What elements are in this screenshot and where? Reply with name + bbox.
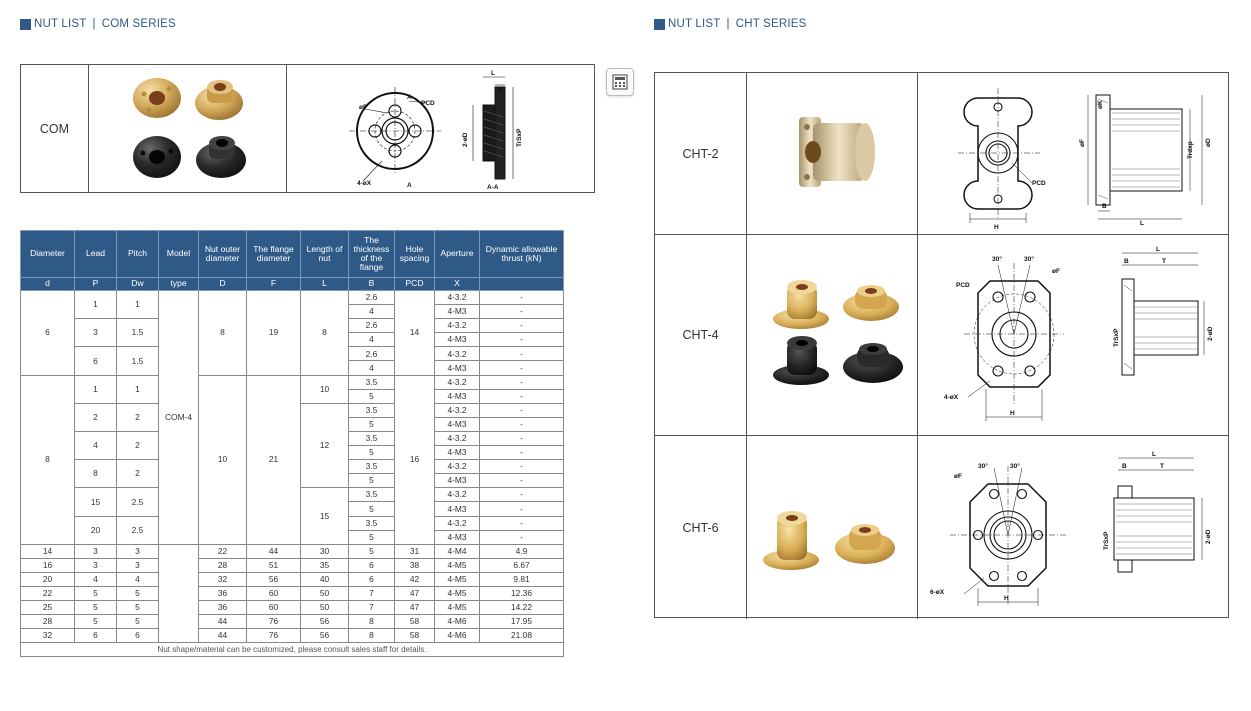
table-cell: 3 xyxy=(75,544,117,558)
dim-H: H xyxy=(1004,595,1009,602)
table-cell: 5 xyxy=(349,544,395,558)
table-cell: 4-M5 xyxy=(435,572,480,586)
table-cell: 1 xyxy=(117,291,159,319)
table-cell: 22 xyxy=(21,586,75,600)
table-cell: 21 xyxy=(247,375,301,544)
table-cell: 2.6 xyxy=(349,347,395,361)
dim-2D: 2-øD xyxy=(1205,529,1212,544)
table-cell: - xyxy=(480,488,564,502)
dim-angle-right: 30° xyxy=(1024,256,1034,263)
brass-nut-front-image xyxy=(133,78,181,118)
table-cell: 9.81 xyxy=(480,572,564,586)
table-cell: 3 xyxy=(75,319,117,347)
table-row xyxy=(21,572,564,586)
table-cell: 4-3.2 xyxy=(435,347,480,361)
table-cell: 4-M4 xyxy=(435,544,480,558)
table-cell: 50 xyxy=(301,586,349,600)
table-cell: 42 xyxy=(395,572,435,586)
table-cell: 2.5 xyxy=(117,488,159,516)
cht-series-header xyxy=(654,18,807,30)
table-cell: 22 xyxy=(199,544,247,558)
dim-angle-left: 30° xyxy=(992,256,1002,263)
table-row xyxy=(21,586,564,600)
dim-L: L xyxy=(1140,220,1144,227)
dim-T: T xyxy=(1160,463,1164,470)
dim-angle-right: 30° xyxy=(1010,463,1020,470)
black-nut-front-image xyxy=(133,136,181,178)
table-cell: - xyxy=(480,446,564,460)
table-cell: 58 xyxy=(395,629,435,643)
table-cell: 5 xyxy=(349,417,395,431)
table-cell: - xyxy=(480,361,564,375)
cht-model-label: CHT-2 xyxy=(655,73,747,234)
table-cell: 44 xyxy=(199,629,247,643)
table-cell: - xyxy=(480,319,564,333)
header-square-icon xyxy=(654,19,665,30)
table-cell: 6 xyxy=(349,572,395,586)
table-cell: - xyxy=(480,403,564,417)
table-cell: 60 xyxy=(247,586,301,600)
table-cell: - xyxy=(480,516,564,530)
table-cell: 3.5 xyxy=(349,488,395,502)
table-cell: - xyxy=(480,333,564,347)
com-technical-drawing xyxy=(287,65,594,192)
dim-L: L xyxy=(1156,246,1160,253)
table-row xyxy=(21,544,564,558)
header-series-name: COM SERIES xyxy=(101,18,176,30)
table-cell: 4-3.2 xyxy=(435,516,480,530)
table-cell: 8 xyxy=(21,375,75,544)
table-cell: 60 xyxy=(247,601,301,615)
calculator-button[interactable] xyxy=(606,68,634,96)
table-row xyxy=(21,629,564,643)
cht-2-drawing xyxy=(918,73,1228,234)
dim-2D: 2-øD xyxy=(462,132,469,147)
table-cell: 51 xyxy=(247,558,301,572)
table-footer-note: Nut shape/material can be customized, please consult sales staff for details. xyxy=(21,643,564,657)
table-cell: 15 xyxy=(301,488,349,544)
dim-B: B xyxy=(1122,463,1127,470)
table-cell: 6 xyxy=(21,291,75,376)
cht-4-brass-nut-angled-image xyxy=(843,285,899,321)
table-cell: 4 xyxy=(349,305,395,319)
table-cell: 56 xyxy=(247,572,301,586)
table-cell: 4-M6 xyxy=(435,629,480,643)
table-cell: - xyxy=(480,305,564,319)
header-cell: The thickness of the flange xyxy=(349,231,395,278)
table-cell: 31 xyxy=(395,544,435,558)
calculator-icon xyxy=(612,74,628,90)
table-cell: 4-3.2 xyxy=(435,403,480,417)
table-cell: 8 xyxy=(75,460,117,488)
table-row xyxy=(21,558,564,572)
table-cell: 56 xyxy=(301,615,349,629)
table-cell: - xyxy=(480,375,564,389)
table-cell: 76 xyxy=(247,629,301,643)
table-cell: 3 xyxy=(75,558,117,572)
table-cell: 14 xyxy=(21,544,75,558)
symbol-cell: X xyxy=(435,278,480,291)
table-cell: 5 xyxy=(117,601,159,615)
table-cell: 1.5 xyxy=(117,319,159,347)
com-product-photo xyxy=(89,65,287,192)
table-cell: 12 xyxy=(301,403,349,488)
table-cell: 76 xyxy=(247,615,301,629)
table-cell: 20 xyxy=(21,572,75,586)
symbol-cell: Dw xyxy=(117,278,159,291)
dim-B: B xyxy=(1124,258,1129,265)
com-series-header xyxy=(20,18,176,30)
table-cell: 56 xyxy=(301,629,349,643)
table-cell: 2.6 xyxy=(349,291,395,305)
cht-row xyxy=(655,73,1228,235)
table-cell: 16 xyxy=(21,558,75,572)
table-cell: 4-M3 xyxy=(435,389,480,403)
dim-TrSxP: TrSxP xyxy=(1113,328,1120,347)
dim-Trdxp: Trdxp xyxy=(1187,141,1194,159)
table-cell: 2 xyxy=(117,431,159,459)
dim-PCD: PCD xyxy=(956,282,970,289)
dim-F: øF xyxy=(359,104,367,111)
table-cell: 28 xyxy=(199,558,247,572)
table-cell: 4-M3 xyxy=(435,530,480,544)
dim-L: L xyxy=(1152,451,1156,458)
dim-holes: 4-øX xyxy=(944,394,959,401)
com-label: COM xyxy=(21,65,89,192)
table-cell: 58 xyxy=(395,615,435,629)
symbol-cell: PCD xyxy=(395,278,435,291)
header-cell: Model xyxy=(159,231,199,278)
header-cell: Pitch xyxy=(117,231,159,278)
header-nut-list: NUT LIST xyxy=(34,18,87,30)
table-cell: 36 xyxy=(199,586,247,600)
header-series-name: CHT SERIES xyxy=(735,18,807,30)
table-cell: 5 xyxy=(349,446,395,460)
table-cell: 4-3.2 xyxy=(435,375,480,389)
header-cell: Length of nut xyxy=(301,231,349,278)
table-cell: 3.5 xyxy=(349,431,395,445)
table-cell: - xyxy=(480,417,564,431)
cht-2-photo xyxy=(747,73,918,234)
cht-row xyxy=(655,436,1228,619)
table-cell: - xyxy=(480,291,564,305)
table-cell: 1 xyxy=(117,375,159,403)
dim-H: H xyxy=(1010,410,1015,417)
header-cell: Hole spacing xyxy=(395,231,435,278)
table-cell: 47 xyxy=(395,601,435,615)
table-cell: 1 xyxy=(75,291,117,319)
table-cell: 14.22 xyxy=(480,601,564,615)
table-cell: 8 xyxy=(301,291,349,376)
cht-4-photo xyxy=(747,235,918,435)
table-cell: - xyxy=(480,474,564,488)
section-AA: A-A xyxy=(487,184,499,191)
table-cell: - xyxy=(480,389,564,403)
table-cell: 4-M5 xyxy=(435,601,480,615)
table-cell: 12.36 xyxy=(480,586,564,600)
symbol-cell: type xyxy=(159,278,199,291)
table-cell: 8 xyxy=(349,615,395,629)
black-nut-angled-image xyxy=(196,136,246,178)
table-cell: 25 xyxy=(21,601,75,615)
table-cell: 40 xyxy=(301,572,349,586)
dim-B: B xyxy=(1102,203,1107,210)
table-cell: 7 xyxy=(349,601,395,615)
table-cell: - xyxy=(480,431,564,445)
table-cell: 4-M5 xyxy=(435,558,480,572)
cht-6-brass-nut-angled-image xyxy=(835,524,895,564)
table-cell: 44 xyxy=(199,615,247,629)
symbol-cell: L xyxy=(301,278,349,291)
table-cell: 6 xyxy=(349,558,395,572)
table-cell: - xyxy=(480,347,564,361)
table-cell: 6.67 xyxy=(480,558,564,572)
table-row xyxy=(21,291,564,305)
cht-product-table xyxy=(654,72,1229,618)
cht-6-brass-nut-image xyxy=(763,511,819,570)
table-cell: 4-3.2 xyxy=(435,460,480,474)
table-cell: 7 xyxy=(349,586,395,600)
dim-F: øF xyxy=(954,473,962,480)
table-cell: 21.08 xyxy=(480,629,564,643)
table-cell: COM-4 xyxy=(159,291,199,545)
table-cell: 3.5 xyxy=(349,375,395,389)
table-cell: 4-M3 xyxy=(435,474,480,488)
table-cell: 4-M3 xyxy=(435,305,480,319)
com-product-box xyxy=(20,64,595,193)
table-cell: 5 xyxy=(117,615,159,629)
cht-4-black-nut-image xyxy=(773,336,829,385)
header-sep: | xyxy=(92,18,96,30)
table-cell: 14 xyxy=(395,291,435,376)
cht-row xyxy=(655,235,1228,436)
table-cell: 4-3.2 xyxy=(435,431,480,445)
table-cell: 3.5 xyxy=(349,460,395,474)
table-cell: 4 xyxy=(75,572,117,586)
symbol-cell: d xyxy=(21,278,75,291)
brass-nut-angled-image xyxy=(195,80,243,120)
table-cell: 2 xyxy=(117,403,159,431)
symbol-cell: B xyxy=(349,278,395,291)
cht-model-label: CHT-6 xyxy=(655,436,747,619)
header-nut-list: NUT LIST xyxy=(668,18,721,30)
table-cell: 6 xyxy=(75,347,117,375)
dim-L: L xyxy=(491,70,495,77)
dim-angle-left: 30° xyxy=(978,463,988,470)
table-cell: 5 xyxy=(349,389,395,403)
dim-K: øK xyxy=(1097,100,1104,109)
com-spec-table xyxy=(20,230,564,657)
table-cell: 2 xyxy=(75,403,117,431)
table-cell: 4 xyxy=(75,431,117,459)
table-cell: 3 xyxy=(117,558,159,572)
table-cell: 35 xyxy=(301,558,349,572)
symbol-cell: P xyxy=(75,278,117,291)
header-sep: | xyxy=(726,18,730,30)
dim-TrSxP: TrSxP xyxy=(516,128,523,147)
table-cell: 3.5 xyxy=(349,403,395,417)
table-cell: 3.5 xyxy=(349,516,395,530)
table-cell: - xyxy=(480,530,564,544)
table-cell: 4-3.2 xyxy=(435,488,480,502)
table-cell: 4-M3 xyxy=(435,417,480,431)
dim-A-bottom: A xyxy=(407,182,412,189)
table-cell: 4-3.2 xyxy=(435,319,480,333)
table-cell: 15 xyxy=(75,488,117,516)
table-row xyxy=(21,615,564,629)
table-cell: 32 xyxy=(199,572,247,586)
table-cell: 4.9 xyxy=(480,544,564,558)
table-cell: 1.5 xyxy=(117,347,159,375)
cht-2-nut-image xyxy=(799,117,875,187)
table-cell-empty xyxy=(159,544,199,643)
table-cell: 6 xyxy=(117,629,159,643)
cht-4-drawing xyxy=(918,235,1228,435)
table-cell: 20 xyxy=(75,516,117,544)
cht-model-label: CHT-4 xyxy=(655,235,747,435)
cht-6-photo xyxy=(747,436,918,619)
table-cell: 4-M3 xyxy=(435,446,480,460)
dim-PCD: PCD xyxy=(421,100,435,107)
table-cell: 4-M6 xyxy=(435,615,480,629)
symbol-cell xyxy=(480,278,564,291)
table-cell: 47 xyxy=(395,586,435,600)
dim-D: øD xyxy=(1205,138,1212,147)
table-cell: 4 xyxy=(117,572,159,586)
table-cell: 44 xyxy=(247,544,301,558)
table-cell: 50 xyxy=(301,601,349,615)
table-cell: 8 xyxy=(199,291,247,376)
table-cell: 4-M5 xyxy=(435,586,480,600)
table-cell: 4 xyxy=(349,333,395,347)
table-cell: 5 xyxy=(75,601,117,615)
table-cell: 5 xyxy=(349,530,395,544)
table-cell: 5 xyxy=(117,586,159,600)
dim-F: øF xyxy=(1052,268,1060,275)
table-cell: 5 xyxy=(349,502,395,516)
header-cell: Diameter xyxy=(21,231,75,278)
cht-4-black-nut-angled-image xyxy=(843,343,903,383)
dim-PCD: PCD xyxy=(1032,180,1046,187)
table-cell: 19 xyxy=(247,291,301,376)
dim-B: B xyxy=(497,86,502,93)
table-cell: 38 xyxy=(395,558,435,572)
header-cell: The flange diameter xyxy=(247,231,301,278)
table-cell: 30 xyxy=(301,544,349,558)
symbol-cell: F xyxy=(247,278,301,291)
header-cell: Nut outer diameter xyxy=(199,231,247,278)
table-row xyxy=(21,375,564,389)
table-cell: 16 xyxy=(395,375,435,544)
table-cell: 1 xyxy=(75,375,117,403)
table-row xyxy=(21,601,564,615)
dim-holes: 6-øX xyxy=(930,589,945,596)
table-cell: - xyxy=(480,502,564,516)
table-cell: 3 xyxy=(117,544,159,558)
dim-T: T xyxy=(1162,258,1166,265)
table-cell: 28 xyxy=(21,615,75,629)
table-cell: 32 xyxy=(21,629,75,643)
table-cell: 10 xyxy=(301,375,349,403)
table-cell: 36 xyxy=(199,601,247,615)
table-cell: 4 xyxy=(349,361,395,375)
dim-F: øF xyxy=(1079,139,1086,147)
dim-holes: 4-øX xyxy=(357,180,372,187)
header-cell: Lead xyxy=(75,231,117,278)
table-cell: 5 xyxy=(349,474,395,488)
table-cell: 4-M3 xyxy=(435,333,480,347)
table-cell: 5 xyxy=(75,586,117,600)
cht-4-brass-nut-image xyxy=(773,280,829,329)
header-square-icon xyxy=(20,19,31,30)
header-cell: Aperture xyxy=(435,231,480,278)
table-cell: - xyxy=(480,460,564,474)
dim-H: H xyxy=(994,224,999,231)
table-cell: 2 xyxy=(117,460,159,488)
table-cell: 17.95 xyxy=(480,615,564,629)
cht-6-drawing xyxy=(918,436,1228,619)
table-cell: 6 xyxy=(75,629,117,643)
dim-TrSxP: TrSxP xyxy=(1103,531,1110,550)
header-cell: Dynamic allowable thrust (kN) xyxy=(480,231,564,278)
table-cell: 10 xyxy=(199,375,247,544)
table-cell: 5 xyxy=(75,615,117,629)
table-cell: 4-M3 xyxy=(435,502,480,516)
table-cell: 8 xyxy=(349,629,395,643)
table-cell: 2.5 xyxy=(117,516,159,544)
symbol-cell: D xyxy=(199,278,247,291)
table-cell: 4-M3 xyxy=(435,361,480,375)
table-cell: 2.6 xyxy=(349,319,395,333)
table-cell: 4-3.2 xyxy=(435,291,480,305)
dim-2D: 2-øD xyxy=(1207,326,1214,341)
dim-A-top: A xyxy=(407,94,412,101)
